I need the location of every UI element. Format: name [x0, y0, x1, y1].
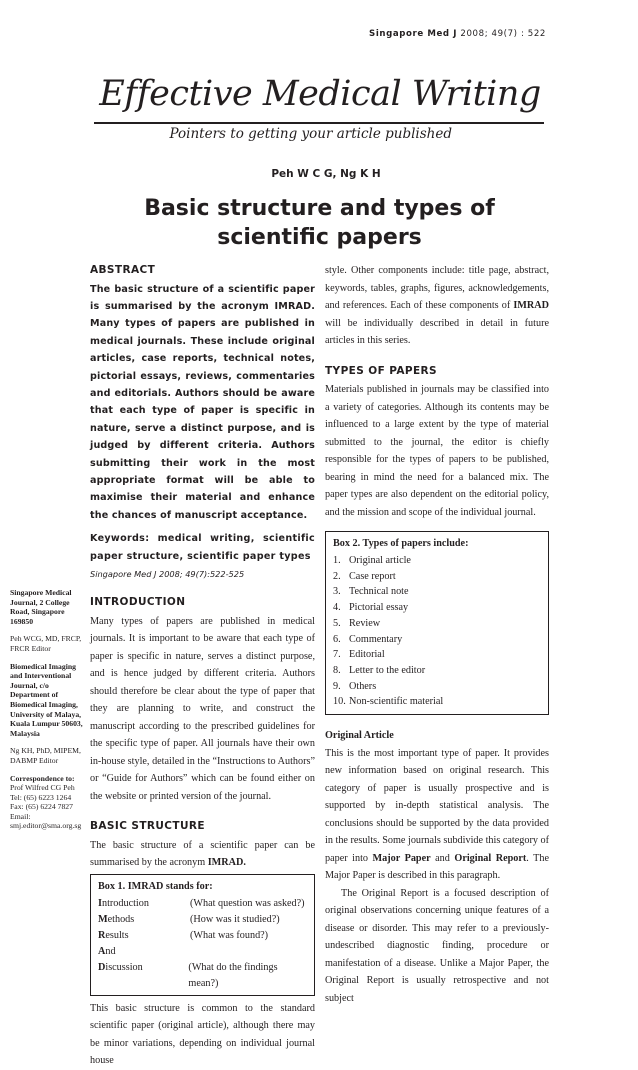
imrad-row: Introduction (What question was asked?)	[98, 897, 305, 909]
list-item: 4. Pictorial essay	[333, 602, 409, 614]
right-column	[325, 262, 549, 1007]
correspondence	[10, 774, 86, 832]
types-heading: TYPES OF PAPERS	[325, 364, 437, 377]
introduction-text: Many types of papers are published in medical journals. It is important to be aware that each type of paper is specific in nature, serves a distinct purpose, and is hence judged by different criteria. Authors should therefore be clear about the type of paper that they are planning to write, and construct the manuscript according to the prescribed guidelines for the specific type of paper. All journals have their own in-house style, detailed in the “Instructions to Authors” or “Guide for Authors” which can be found either on the website or printed version of the journal.	[90, 615, 315, 802]
list-item: 7. Editorial	[333, 649, 385, 661]
list-item: 1. Original article	[333, 555, 411, 566]
list-item: 10. Non-scientific material	[333, 696, 444, 708]
article-citation: Singapore Med J 2008; 49(7):522-525	[90, 569, 245, 579]
original-article-p2: The Original Report is a focused description of original observations concerning unique features of a disease or disorder. This may refer to a previously-undescribed diagnostic finding, procedure or manifestation of a disease. Unlike a Major Paper, the Original Report is usually retrospective and not subject	[325, 887, 549, 1004]
imrad-row: And	[98, 945, 116, 957]
original-article-heading: Original Article	[325, 730, 394, 742]
series-divider	[94, 122, 544, 124]
original-article-p1: This is the most important type of paper. It provides new information based on original research. This category of paper is usually prospective and is supported by in-depth statistical analysis. The conclusions should be supported by the data provided in the results. Some journals subdivide this category of paper into Major Paper and Original Report. The Major Paper is described in this paragraph.	[325, 747, 550, 882]
imrad-row: Methods (How was it studied?)	[98, 913, 280, 925]
box-paper-types	[325, 531, 549, 715]
affiliation-bij: Biomedical Imaging and Interventional Journal, c/o Department of Biomedical Imaging, University of Malaya, Kuala Lumpur 50603, Malaysia	[10, 661, 83, 738]
paper-types-list	[333, 553, 541, 710]
affiliations-sidebar	[10, 588, 86, 839]
abstract-text: The basic structure of a scientific paper is summarised by the acronym IMRAD. Many types of papers are published in medical journals. These include original articles, case reports, technical notes, pictorial essays, reviews, commentaries and editorials. Authors should be aware that each type of paper is specific in nature, serve a distinct purpose, and is judged by different criteria. Authors submitting their work in the most appropriate format will be able to maximise their material and enhance the chances of manuscript acceptance.	[90, 283, 315, 521]
basic-structure-intro: The basic structure of a scientific paper can be summarised by the acronym IMRAD.	[90, 839, 315, 868]
left-column	[90, 262, 315, 1070]
journal-citation: 2008; 49(7) : 522	[460, 29, 546, 39]
basic-structure-text: This basic structure is common to the standard scientific paper (original article), although there may be minor variations, depending on individual journal house	[90, 1002, 315, 1066]
imrad-row: Discussion (What do the findings mean?)	[98, 961, 278, 989]
types-text: Materials published in journals may be classified into a variety of categories. Although its contents may be influenced to a large extent by the type of material submitted to the journal, the editor is chiefly responsible for the types of papers to be published, bearing in mind the need for a balanced mix. The paper types are also dependent on the editorial policy, and the mission and scope of the individual journal.	[325, 384, 549, 518]
author2-credentials: Ng KH, PhD, MIPEM, DABMP Editor	[10, 746, 81, 765]
imrad-row: Results (What was found?)	[98, 929, 269, 941]
box-paper-types-title: Box 2. Types of papers include:	[333, 538, 469, 549]
list-item: 6. Commentary	[333, 633, 403, 645]
structure-continuation: style. Other components include: title page, abstract, keywords, tables, graphs, figures, acknowledgements, and references. Each of these components of IMRAD will be individually described in detail in future articles in this series.	[325, 265, 549, 346]
journal-name: Singapore Med J	[369, 29, 458, 39]
article-authors: Peh W C G, Ng K H	[271, 168, 381, 180]
box-imrad-title: Box 1. IMRAD stands for:	[98, 880, 213, 892]
keywords: Keywords: medical writing, scientific paper structure, scientific paper types	[90, 533, 315, 562]
author1-credentials: Peh WCG, MD, FRCP, FRCR Editor	[10, 634, 82, 653]
box-imrad	[90, 874, 315, 996]
introduction-heading: INTRODUCTION	[90, 596, 186, 608]
series-title: Effective Medical Writing	[99, 74, 541, 114]
article-title: Basic structure and types of scientific papers	[144, 196, 495, 250]
list-item: 9. Others	[333, 680, 377, 692]
correspondence-details: Prof Wilfred CG Peh Tel: (65) 6223 1264 Fax: (65) 6224 7827 Email: smj.editor@sma.org.sg	[10, 783, 82, 831]
list-item: 2. Case report	[333, 570, 396, 582]
list-item: 8. Letter to the editor	[333, 664, 426, 676]
abstract-heading: ABSTRACT	[90, 264, 156, 276]
imrad-acronym: IMRAD.	[207, 857, 246, 868]
list-item: 5. Review	[333, 617, 381, 629]
affiliation-smj: Singapore Medical Journal, 2 College Road, Singapore 169850	[10, 588, 72, 626]
running-header	[369, 29, 546, 39]
series-subtitle: Pointers to getting your article published	[169, 126, 452, 142]
correspondence-label: Correspondence to:	[10, 773, 75, 783]
list-item: 3. Technical note	[333, 586, 409, 598]
basic-structure-heading: BASIC STRUCTURE	[90, 820, 205, 832]
